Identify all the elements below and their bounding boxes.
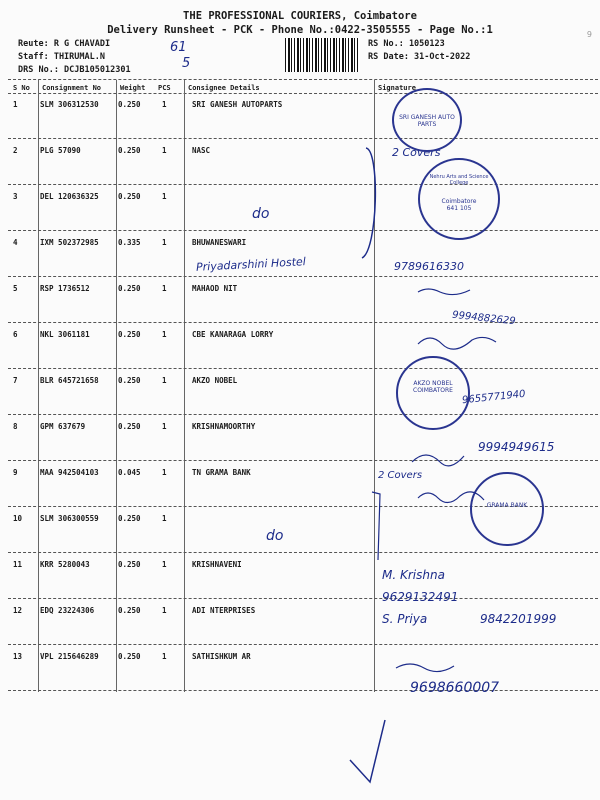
row-sno: 4 bbox=[13, 238, 18, 247]
stamp-ganesh-text: SRI GANESH AUTO PARTS bbox=[399, 114, 455, 128]
signature-scribble-9 bbox=[418, 492, 484, 503]
handwritten-phone-7: 9655771940 bbox=[461, 388, 527, 407]
row-consignee: MAHAOD NIT bbox=[192, 284, 238, 293]
handwritten-covers-2: 2 Covers bbox=[392, 146, 441, 159]
stamp-bank-text: GRAMA BANK bbox=[486, 502, 528, 509]
row-weight: 0.250 bbox=[118, 560, 141, 569]
row-consignee: SATHISHKUM AR bbox=[192, 652, 251, 661]
stamp-nasc-pin: 641 105 bbox=[446, 205, 472, 212]
handwritten-phone-13: 9698660007 bbox=[410, 680, 500, 696]
handwritten-name-11: M. Krishna bbox=[382, 568, 445, 582]
row-consignee: TN GRAMA BANK bbox=[192, 468, 251, 477]
row-sno: 10 bbox=[13, 514, 23, 523]
row-consignment: SLM 306312530 bbox=[40, 100, 99, 109]
row-consignee: BHUWANESWARI bbox=[192, 238, 247, 247]
row-sno: 8 bbox=[13, 422, 18, 431]
row-consignment: DEL 120636325 bbox=[40, 192, 99, 201]
row-weight: 0.250 bbox=[118, 422, 141, 431]
stamp-akzo-text: AKZO NOBEL bbox=[413, 380, 453, 387]
row-consignment: MAA 942504103 bbox=[40, 468, 99, 477]
row-pcs: 1 bbox=[162, 560, 167, 569]
row-weight: 0.250 bbox=[118, 146, 141, 155]
signature-scribble-8 bbox=[412, 455, 464, 466]
handwritten-ditto-3: do bbox=[252, 206, 270, 222]
row-consignment: IXM 502372985 bbox=[40, 238, 99, 247]
route-label: Reute: R G CHAVADI bbox=[18, 39, 111, 49]
row-sno: 6 bbox=[13, 330, 18, 339]
signature-scribble-13 bbox=[396, 664, 454, 672]
row-consignment: BLR 645721658 bbox=[40, 376, 99, 385]
row-weight: 0.045 bbox=[118, 468, 141, 477]
col-header-signature: Signature bbox=[378, 84, 416, 92]
row-consignment: GPM 637679 bbox=[40, 422, 86, 431]
row-weight: 0.250 bbox=[118, 192, 141, 201]
row-weight: 0.250 bbox=[118, 284, 141, 293]
stamp-akzo-city: COIMBATORE bbox=[413, 387, 453, 394]
row-consignee: CBE KANARAGA LORRY bbox=[192, 330, 274, 339]
col-header-pcs: PCS bbox=[158, 84, 171, 92]
row-sno: 5 bbox=[13, 284, 18, 293]
handwritten-phone-5: 9994882629 bbox=[451, 309, 517, 328]
row-pcs: 1 bbox=[162, 330, 167, 339]
row-pcs: 1 bbox=[162, 422, 167, 431]
row-pcs: 1 bbox=[162, 100, 167, 109]
col-header-sno: S No bbox=[13, 84, 30, 92]
col-header-consignee: Consignee Details bbox=[188, 84, 260, 92]
handwritten-fraction-bottom: 5 bbox=[182, 56, 191, 71]
handwritten-phone-12: 9842201999 bbox=[480, 612, 557, 626]
stamp-nasc-city: Coimbatore bbox=[441, 198, 477, 205]
row-consignment: SLM 306300559 bbox=[40, 514, 99, 523]
row-weight: 0.250 bbox=[118, 606, 141, 615]
handwritten-phone-8: 9994949615 bbox=[478, 440, 555, 454]
row-weight: 0.250 bbox=[118, 514, 141, 523]
rs-number: RS No.: 1050123 bbox=[368, 39, 445, 49]
row-pcs: 1 bbox=[162, 238, 167, 247]
drs-number: DRS No.: DCJB105012301 bbox=[18, 65, 131, 75]
row-consignment: PLG 57090 bbox=[40, 146, 81, 155]
check-mark bbox=[350, 720, 385, 782]
handwritten-phone-11: 9629132491 bbox=[382, 590, 459, 604]
row-pcs: 1 bbox=[162, 284, 167, 293]
row-consignee: NASC bbox=[192, 146, 211, 155]
rs-date: RS Date: 31-Oct-2022 bbox=[368, 52, 471, 62]
handwritten-fraction-top: 61 bbox=[170, 40, 187, 55]
row-weight: 0.335 bbox=[118, 238, 141, 247]
row-sno: 7 bbox=[13, 376, 18, 385]
row-consignee: ADI NTERPRISES bbox=[192, 606, 256, 615]
row-pcs: 1 bbox=[162, 468, 167, 477]
row-pcs: 1 bbox=[162, 606, 167, 615]
row-pcs: 1 bbox=[162, 192, 167, 201]
row-pcs: 1 bbox=[162, 376, 167, 385]
row-consignment: VPL 215646289 bbox=[40, 652, 99, 661]
row-sno: 2 bbox=[13, 146, 18, 155]
row-sno: 1 bbox=[13, 100, 18, 109]
col-header-consignment: Consignment No bbox=[42, 84, 102, 92]
row-weight: 0.250 bbox=[118, 330, 141, 339]
row-sno: 9 bbox=[13, 468, 18, 477]
row-pcs: 1 bbox=[162, 146, 167, 155]
row-consignment: EDQ 23224306 bbox=[40, 606, 95, 615]
row-consignment: NKL 3061181 bbox=[40, 330, 90, 339]
page-mark: 9 bbox=[586, 30, 592, 39]
handwritten-ditto-10: do bbox=[266, 528, 284, 544]
handwritten-phone-4: 9789616330 bbox=[394, 260, 464, 273]
row-weight: 0.250 bbox=[118, 652, 141, 661]
row-sno: 12 bbox=[13, 606, 23, 615]
row-weight: 0.250 bbox=[118, 100, 141, 109]
row-weight: 0.250 bbox=[118, 376, 141, 385]
row-pcs: 1 bbox=[162, 652, 167, 661]
signature-scribble-6 bbox=[418, 337, 496, 349]
row-consignee: AKZO NOBEL bbox=[192, 376, 238, 385]
bracket-stroke-2 bbox=[372, 492, 380, 560]
row-pcs: 1 bbox=[162, 514, 167, 523]
signature-scribble-5 bbox=[418, 289, 470, 295]
runsheet-title: Delivery Runsheet - PCK - Phone No.:0422-3505555 - Page No.:1 bbox=[107, 24, 493, 36]
col-header-weight: Weight bbox=[120, 84, 146, 92]
handwritten-covers-9: 2 Covers bbox=[378, 470, 423, 481]
handwritten-name-12: S. Priya bbox=[382, 612, 428, 626]
company-title: THE PROFESSIONAL COURIERS, Coimbatore bbox=[183, 10, 417, 22]
row-consignee: KRISHNAVENI bbox=[192, 560, 242, 569]
handwritten-name-4: Priyadarshini Hostel bbox=[195, 255, 307, 274]
row-consignment: KRR 5280043 bbox=[40, 560, 90, 569]
row-sno: 13 bbox=[13, 652, 23, 661]
row-sno: 11 bbox=[13, 560, 23, 569]
row-consignment: RSP 1736512 bbox=[40, 284, 90, 293]
row-consignee: SRI GANESH AUTOPARTS bbox=[192, 100, 283, 109]
bracket-stroke bbox=[362, 148, 375, 258]
staff-label: Staff: THIRUMAL.N bbox=[18, 52, 105, 62]
row-consignee: KRISHNAMOORTHY bbox=[192, 422, 256, 431]
stamp-nasc-name: Nehru Arts and Science College bbox=[429, 174, 489, 186]
row-sno: 3 bbox=[13, 192, 18, 201]
